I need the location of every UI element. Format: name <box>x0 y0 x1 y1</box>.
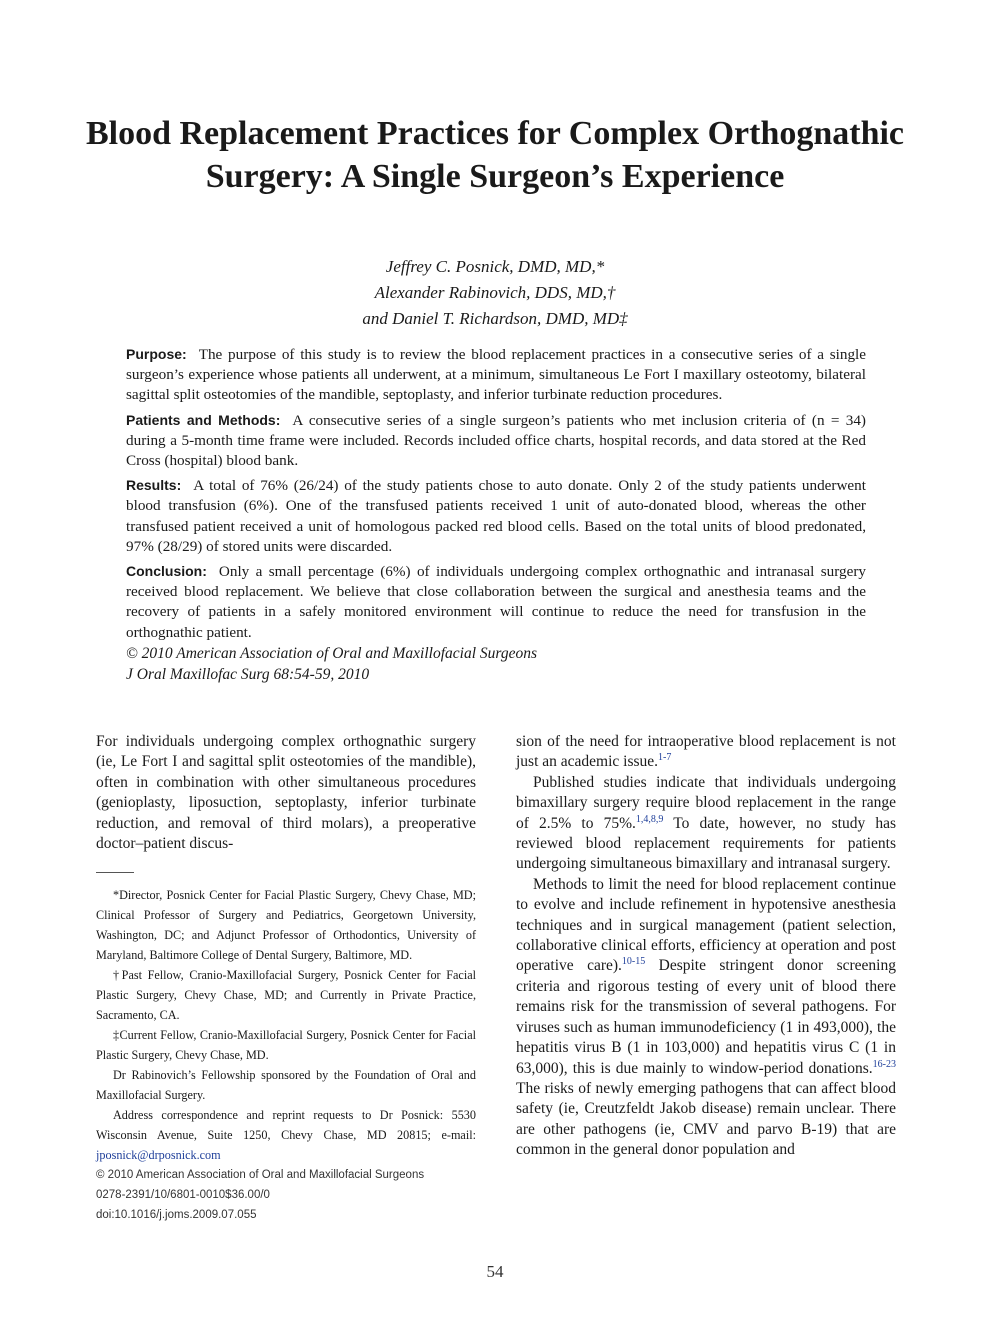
body-paragraph: sion of the need for intraoperative blood replacement is not just an academic issue.$^{1-7}$ <box>516 733 896 771</box>
email-link[interactable]: jposnick@drposnick.com <box>96 1148 221 1162</box>
author-1: Jeffrey C. Posnick, DMD, MD,* <box>385 257 605 276</box>
methods-label: Patients and Methods: <box>126 411 281 428</box>
article-title: Blood Replacement Practices for Complex Orthognathic Surgery: A Single Surgeon’s Experience <box>85 115 905 195</box>
footnote-funding: Dr Rabinovich’s Fellowship sponsored by the Foundation of Oral and Maxillofacial Surgery. <box>96 1068 476 1102</box>
abstract-copyright: © 2010 American Association of Oral and Maxillofacial Surgeons <box>126 644 538 662</box>
body-paragraph: Published studies indicate that individuals undergoing bimaxillary surgery require blood replacement in the range of 2.5% to 75%.$^{1,4,8,9}$ To date, however, no study has reviewed blood replacement requirements for patients undergoing simultaneous bimaxillary and intranasal surgery. <box>516 773 896 873</box>
citation-ref[interactable]: 16-23 <box>872 1058 896 1070</box>
author-list <box>80 254 910 332</box>
footnote-copyright: © 2010 American Association of Oral and Maxillofacial Surgeons <box>96 1169 425 1181</box>
body-right-column <box>516 732 896 1161</box>
abstract-methods: Patients and Methods: A consecutive series of a single surgeon’s patients who met inclusion criteria of (n = 34) during a 5-month time frame were included. Records included office charts, hospital records, and data stored at the Red Cross (hospital) blood bank. <box>126 411 866 470</box>
author-2: Alexander Rabinovich, DDS, MD,† <box>374 283 616 302</box>
abstract <box>126 344 866 685</box>
footnote-affiliation-1: *Director, Posnick Center for Facial Plastic Surgery, Chevy Chase, MD; Clinical Professor of Surgery and Pediatrics, Georgetown University, Washington, DC; and Adjunct Professor of Orthodontics, University of Maryland, Baltimore College of Dental Surgery, Baltimore, MD. <box>96 888 476 962</box>
footnote-correspondence: Address correspondence and reprint requests to Dr Posnick: 5530 Wisconsin Avenue, Suite 1250, Chevy Chase, MD 20815; e-mail: jposnick@drposnick.com <box>96 1108 476 1162</box>
abstract-purpose: Purpose: The purpose of this study is to review the blood replacement practices in a consecutive series of a single surgeon’s experience whose patients all underwent, at a minimum, simultaneous Le Fort I maxillary osteotomy, bilateral sagittal split osteotomies of the mandible, septoplasty, and inferior turbinate reduction procedures. <box>126 346 866 404</box>
body-paragraph: For individuals undergoing complex orthognathic surgery (ie, Le Fort I and sagittal split osteotomies of the mandible), often in combination with other simultaneous procedures (genioplasty, liposuction, septoplasty, inferior turbinate reduction, and removal of third molars), a preoperative doctor–patient discus- <box>96 733 476 853</box>
abstract-conclusion: Conclusion: Only a small percentage (6%) of individuals undergoing complex orthognathic and intranasal surgery received blood replacement. We believe that close collaboration between the surgical and anesthesia teams and the recovery of patients in a safely monitored environment will continue to reduce the need for transfusion in the orthognathic patient. <box>126 563 866 641</box>
citation-ref[interactable]: 10-15 <box>621 956 646 968</box>
footnote-doi: doi:10.1016/j.joms.2009.07.055 <box>96 1209 257 1221</box>
citation-ref[interactable]: 1-7 <box>658 752 672 764</box>
footnotes <box>96 885 476 1225</box>
author-3: and Daniel T. Richardson, DMD, MD‡ <box>362 309 628 328</box>
journal-citation: J Oral Maxillofac Surg 68:54-59, 2010 <box>126 665 370 683</box>
footnote-affiliation-3: ‡Current Fellow, Cranio-Maxillofacial Surgery, Posnick Center for Facial Plastic Surgery, Chevy Chase, MD. <box>96 1028 476 1062</box>
results-label: Results: <box>126 477 182 494</box>
abstract-results: Results: A total of 76% (26/24) of the study patients chose to auto donate. Only 2 of the study patients underwent blood transfusion (6%). One of the transfused patients received 1 unit of auto-donated blood, whereas the other transfused patient received a unit of homologous packed red blood cells. Based on the total units of blood predonated, 97% (28/29) of stored units were discarded. <box>126 477 866 555</box>
page-number: 54 <box>486 1262 504 1281</box>
footnote-rule <box>96 872 134 873</box>
footnote-affiliation-2: †Past Fellow, Cranio-Maxillofacial Surgery, Posnick Center for Facial Plastic Surgery, Chevy Chase, MD; and Currently in Private Practice, Sacramento, CA. <box>96 968 476 1022</box>
body-paragraph: Methods to limit the need for blood replacement continue to evolve and include refinement in hypotensive anesthesia techniques and in surgical management (patient selection, collaborative clinical efforts, efficiency at operation and post operative care).$^{10-15}$ Despite stringent donor screening criteria and rigorous testing of every unit of blood there remains risk for the transmission of several pathogens. For viruses such as human immunodeficiency (1 in 493,000), the hepatitis virus B (1 in 103,000) and hepatitis virus C (1 in 63,000), this is due mainly to window-period donations.$^{16-23}$ The risks of newly emerging pathogens that can affect blood safety (ie, Creutzfeldt Jakob disease) remain unclear. There are other pathogens (ie, CMV and parvo B-19) that are common in the general donor population and <box>516 875 896 1159</box>
conclusion-label: Conclusion: <box>126 563 207 580</box>
footnote-issn: 0278-2391/10/6801-0010$36.00/0 <box>96 1189 270 1201</box>
body-left-column <box>96 732 476 854</box>
purpose-label: Purpose: <box>126 346 187 362</box>
citation-ref[interactable]: 1,4,8,9 <box>635 813 664 825</box>
